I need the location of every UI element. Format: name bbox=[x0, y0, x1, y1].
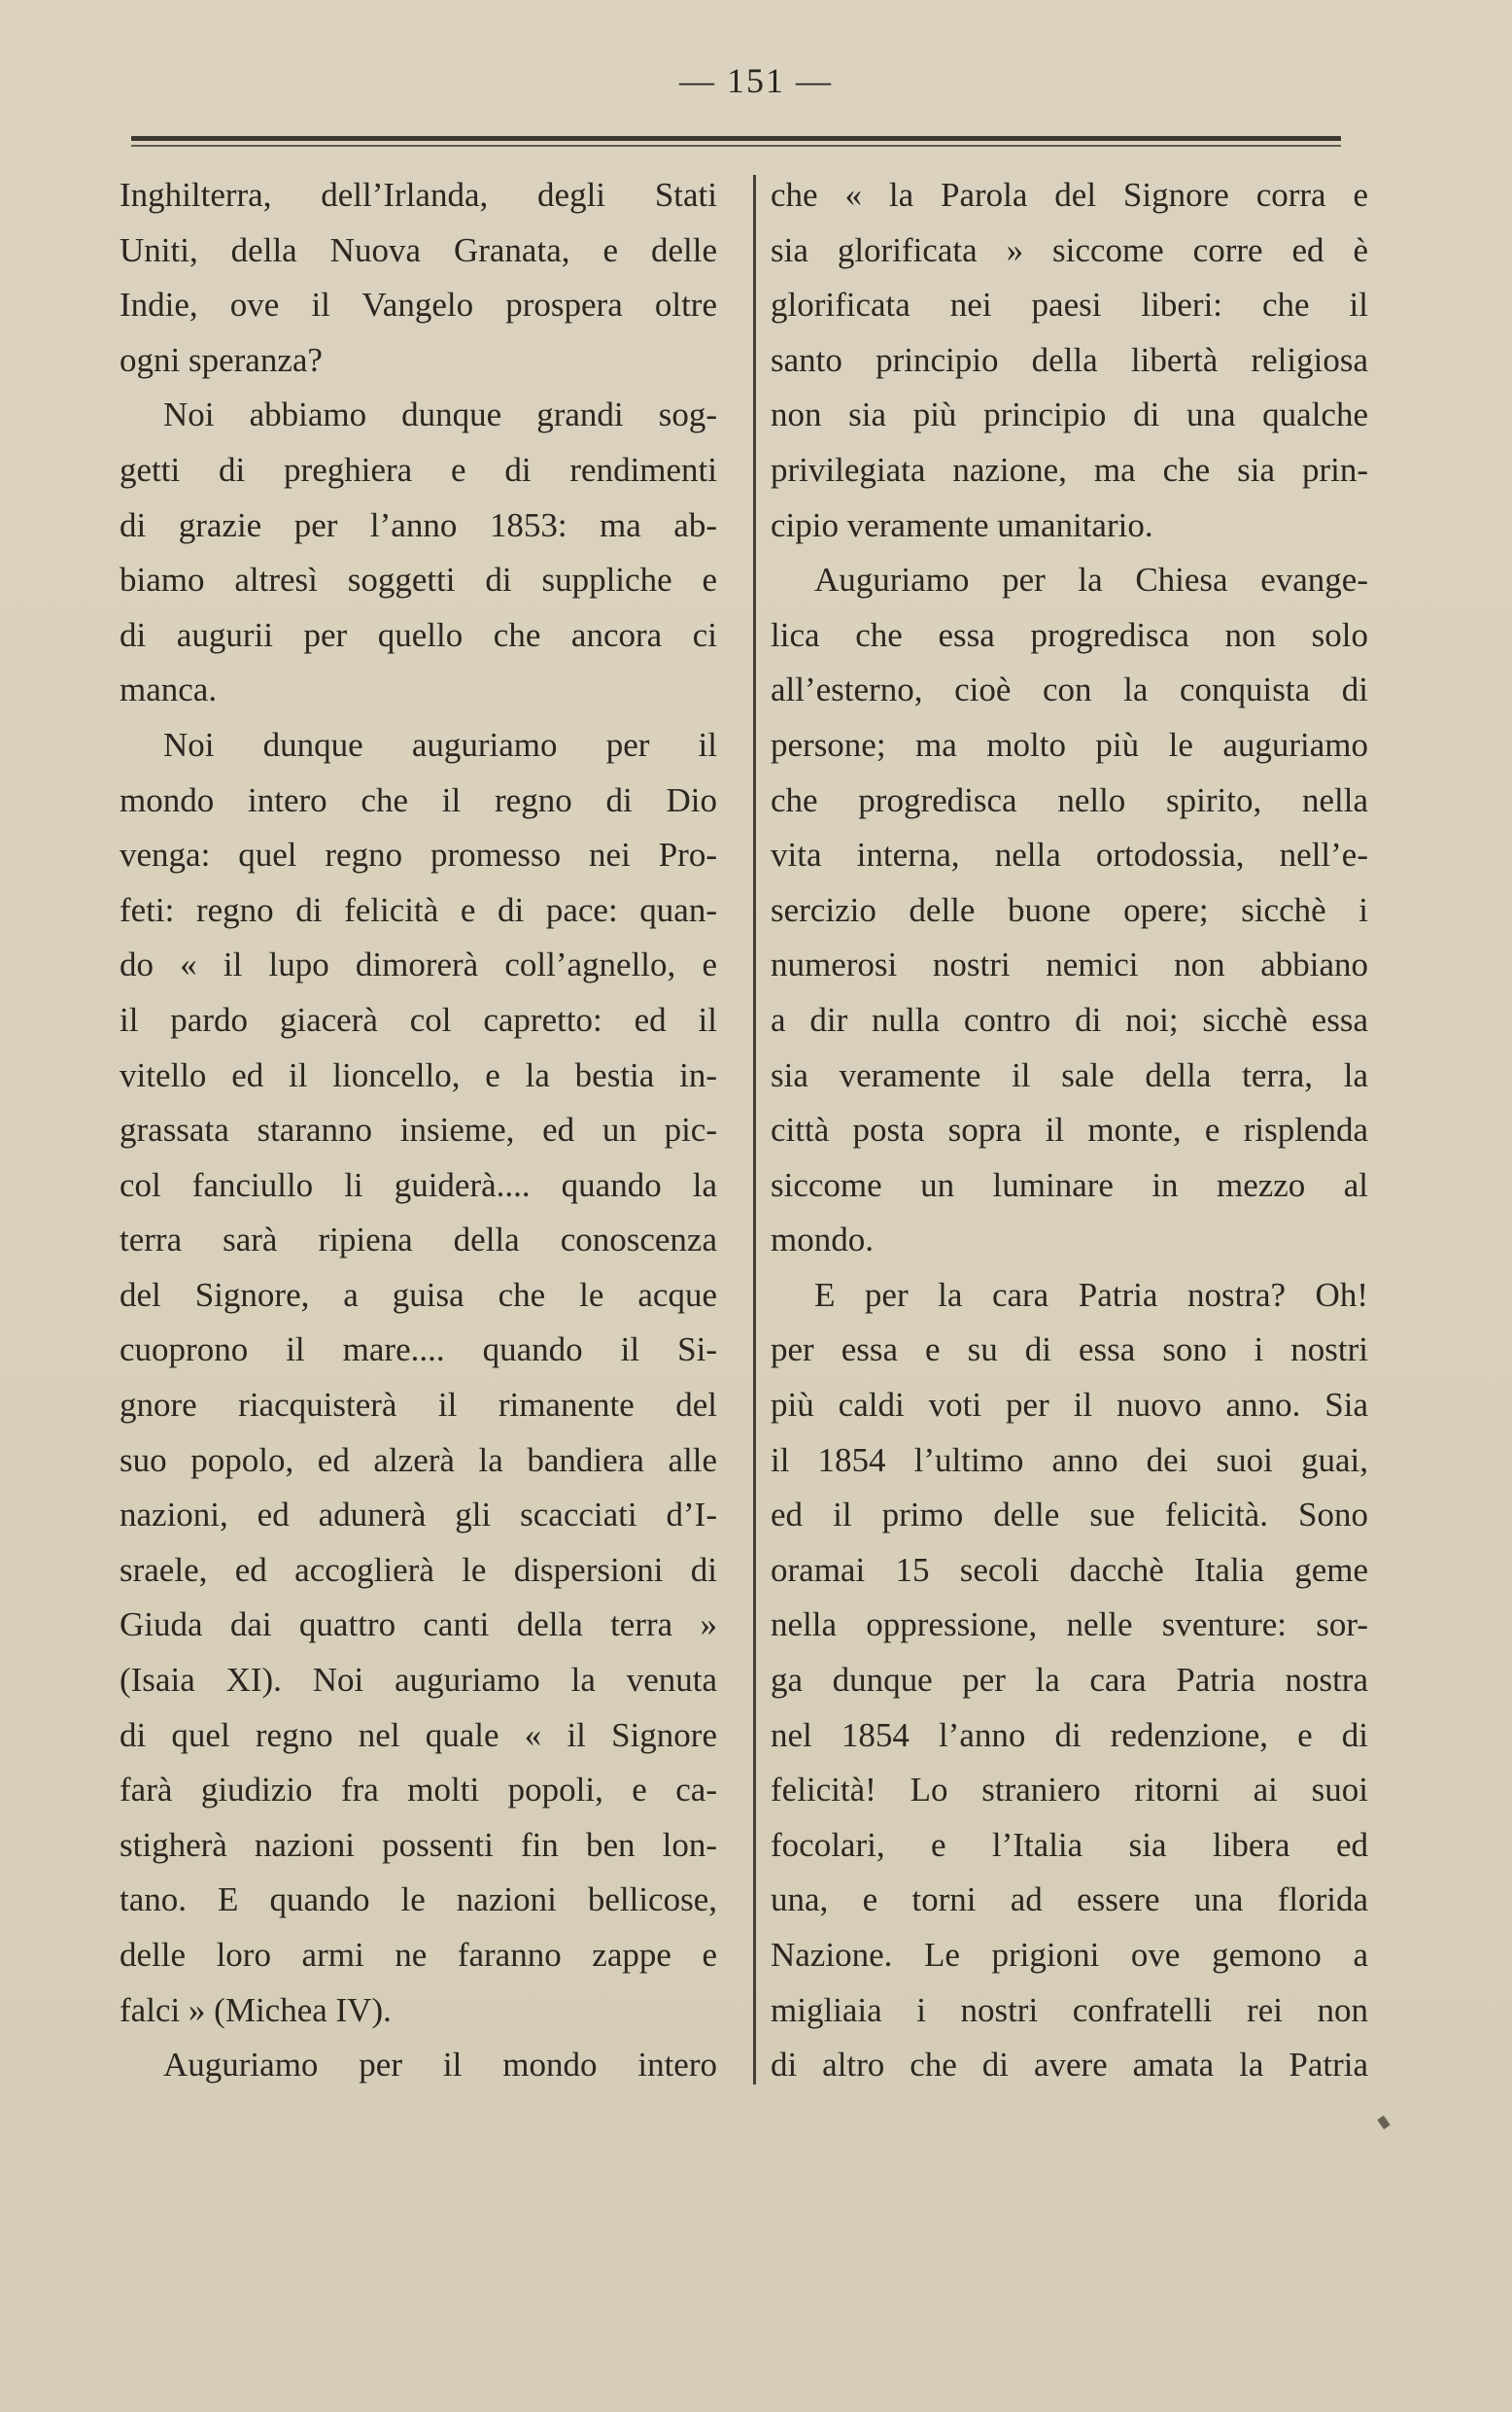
text-line: sia veramente il sale della terra, la bbox=[771, 1055, 1368, 1094]
text-line: Auguriamo per il mondo intero bbox=[163, 2046, 717, 2085]
ink-speck bbox=[1377, 2116, 1390, 2129]
text-line: vitello ed il lioncello, e la bestia in- bbox=[120, 1055, 717, 1094]
text-line: per essa e su di essa sono i nostri bbox=[771, 1330, 1368, 1369]
text-line: glorificata nei paesi liberi: che il bbox=[771, 286, 1368, 325]
text-line: stigherà nazioni possenti fin ben lon- bbox=[120, 1825, 717, 1864]
right-column bbox=[771, 168, 1368, 2093]
text-line: siccome un luminare in mezzo al bbox=[771, 1165, 1368, 1204]
text-line: che « la Parola del Signore corra e bbox=[771, 176, 1368, 214]
text-line: venga: quel regno promesso nei Pro- bbox=[120, 836, 717, 875]
page-number: — 151 — bbox=[679, 61, 833, 100]
text-line: una, e torni ad essere una florida bbox=[771, 1880, 1368, 1919]
text-line: nel 1854 l’anno di redenzione, e di bbox=[771, 1715, 1368, 1754]
left-column bbox=[120, 168, 717, 2093]
text-line: suo popolo, ed alzerà la bandiera alle bbox=[120, 1440, 717, 1479]
text-line: del Signore, a guisa che le acque bbox=[120, 1275, 717, 1314]
text-line: migliaia i nostri confratelli rei non bbox=[771, 1990, 1368, 2029]
text-line: gnore riacquisterà il rimanente del bbox=[120, 1386, 717, 1425]
header-rule-thin bbox=[131, 145, 1341, 147]
text-line: Noi abbiamo dunque grandi sog- bbox=[163, 396, 717, 434]
text-line: nazioni, ed adunerà gli scacciati d’I- bbox=[120, 1496, 717, 1534]
text-line: tano. E quando le nazioni bellicose, bbox=[120, 1880, 717, 1919]
text-line: getti di preghiera e di rendimenti bbox=[120, 450, 717, 489]
text-line: cuoprono il mare.... quando il Si- bbox=[120, 1330, 717, 1369]
text-line: il pardo giacerà col capretto: ed il bbox=[120, 1000, 717, 1039]
text-line: il 1854 l’ultimo anno dei suoi guai, bbox=[771, 1440, 1368, 1479]
text-line: delle loro armi ne faranno zappe e bbox=[120, 1936, 717, 1974]
text-line: vita interna, nella ortodossia, nell’e- bbox=[771, 836, 1368, 875]
text-line: nella oppressione, nelle sventure: sor- bbox=[771, 1605, 1368, 1644]
column-divider bbox=[753, 175, 756, 2085]
text-line: feti: regno di felicità e di pace: quan- bbox=[120, 890, 717, 929]
text-line: Indie, ove il Vangelo prospera oltre bbox=[120, 286, 717, 325]
text-line: cipio veramente umanitario. bbox=[771, 505, 1153, 544]
text-line: Giuda dai quattro canti della terra » bbox=[120, 1605, 717, 1644]
text-line: manca. bbox=[120, 671, 218, 709]
text-line: ga dunque per la cara Patria nostra bbox=[771, 1661, 1368, 1700]
text-line: (Isaia XI). Noi auguriamo la venuta bbox=[120, 1661, 717, 1700]
text-line: focolari, e l’Italia sia libera ed bbox=[771, 1825, 1368, 1864]
text-line: falci » (Michea IV). bbox=[120, 1990, 392, 2029]
text-line: persone; ma molto più le auguriamo bbox=[771, 725, 1368, 764]
text-line: di grazie per l’anno 1853: ma ab- bbox=[120, 505, 717, 544]
text-line: città posta sopra il monte, e risplenda bbox=[771, 1111, 1368, 1150]
text-line: sraele, ed accoglierà le dispersioni di bbox=[120, 1550, 717, 1589]
text-line: biamo altresì soggetti di suppliche e bbox=[120, 561, 717, 600]
text-line: di quel regno nel quale « il Signore bbox=[120, 1715, 717, 1754]
text-line: felicità! Lo straniero ritorni ai suoi bbox=[771, 1771, 1368, 1809]
text-line: mondo intero che il regno di Dio bbox=[120, 780, 717, 819]
text-line: santo principio della libertà religiosa bbox=[771, 340, 1368, 379]
text-line: terra sarà ripiena della conoscenza bbox=[120, 1221, 717, 1259]
text-line: Uniti, della Nuova Granata, e delle bbox=[120, 230, 717, 269]
text-line: di altro che di avere amata la Patria bbox=[771, 2046, 1368, 2085]
text-line: sia glorificata » siccome corre ed è bbox=[771, 230, 1368, 269]
text-line: do « il lupo dimorerà coll’agnello, e bbox=[120, 946, 717, 984]
text-line: ed il primo delle sue felicità. Sono bbox=[771, 1496, 1368, 1534]
text-line: Inghilterra, dell’Irlanda, degli Stati bbox=[120, 176, 717, 214]
text-line: farà giudizio fra molti popoli, e ca- bbox=[120, 1771, 717, 1809]
text-line: Auguriamo per la Chiesa evange- bbox=[814, 561, 1368, 600]
text-line: oramai 15 secoli dacchè Italia geme bbox=[771, 1550, 1368, 1589]
text-line: non sia più principio di una qualche bbox=[771, 396, 1368, 434]
text-line: E per la cara Patria nostra? Oh! bbox=[814, 1275, 1368, 1314]
text-line: privilegiata nazione, ma che sia prin- bbox=[771, 450, 1368, 489]
text-line: sercizio delle buone opere; sicchè i bbox=[771, 890, 1368, 929]
header-rule bbox=[131, 136, 1341, 141]
text-line: Nazione. Le prigioni ove gemono a bbox=[771, 1936, 1368, 1974]
text-line: all’esterno, cioè con la conquista di bbox=[771, 671, 1368, 709]
text-line: ogni speranza? bbox=[120, 340, 323, 379]
text-line: a dir nulla contro di noi; sicchè essa bbox=[771, 1000, 1368, 1039]
text-line: grassata staranno insieme, ed un pic- bbox=[120, 1111, 717, 1150]
text-line: più caldi voti per il nuovo anno. Sia bbox=[771, 1386, 1368, 1425]
text-line: lica che essa progredisca non solo bbox=[771, 615, 1368, 654]
text-line: che progredisca nello spirito, nella bbox=[771, 780, 1368, 819]
text-line: numerosi nostri nemici non abbiano bbox=[771, 946, 1368, 984]
text-line: di augurii per quello che ancora ci bbox=[120, 615, 717, 654]
text-line: col fanciullo li guiderà.... quando la bbox=[120, 1165, 717, 1204]
text-line: mondo. bbox=[771, 1221, 874, 1259]
text-line: Noi dunque auguriamo per il bbox=[163, 725, 717, 764]
